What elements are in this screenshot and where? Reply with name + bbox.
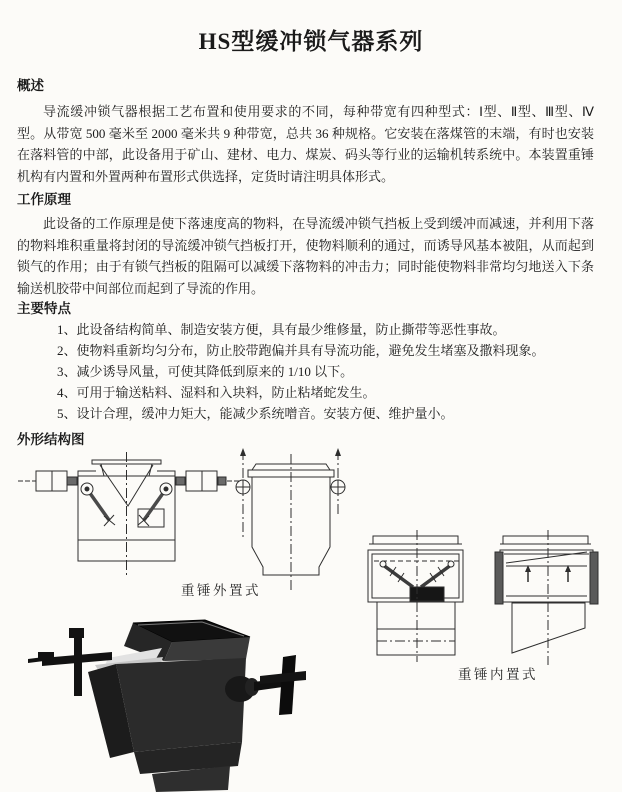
external-weight-side-view-drawing xyxy=(236,448,345,592)
device-photo xyxy=(28,620,306,792)
structure-drawings xyxy=(0,440,622,792)
internal-weight-side-view-drawing xyxy=(495,530,598,665)
principle-heading: 工作原理 xyxy=(17,192,71,207)
structure-heading: 外形结构图 xyxy=(17,432,85,447)
list-item: 5、设计合理，缓冲力矩大，能减少系统噌音。安装方便、维护量小。 xyxy=(57,406,454,421)
principle-paragraph: 此设备的工作原理是使下落速度高的物料，在导流缓冲锁气挡板上受到缓冲而减速，并利用下落的物料堆积重量将封闭的导流缓冲锁气挡板打开，使物料顺利的通过，而诱导风基本被阻，从而起到锁气的作用；由于有锁气挡板的阻隔可以减缓下落物料的冲击力；同时能使物料非常均匀地送入下条输送机胶带中间部位而起到了导流的作用。 xyxy=(17,216,594,296)
external-weight-label: 重锤外置式 xyxy=(181,583,261,598)
document-body xyxy=(0,78,622,448)
internal-weight-label: 重锤内置式 xyxy=(458,667,538,682)
internal-weight-front-view-drawing xyxy=(368,530,463,662)
structure-figure xyxy=(0,440,622,792)
external-weight-front-view-drawing xyxy=(18,452,240,577)
features-list xyxy=(17,319,594,424)
features-heading: 主要特点 xyxy=(17,301,71,316)
list-item: 1、此设备结构简单、制造安装方便，具有最少维修量，防止撕带等恶性事故。 xyxy=(57,322,506,337)
list-item: 4、可用于输送粘料、湿料和入块料，防止粘堵蛇发生。 xyxy=(57,385,376,400)
list-item: 3、减少诱导风量，可使其降低到原来的 1/10 以下。 xyxy=(57,364,354,379)
overview-paragraph: 导流缓冲锁气器根据工艺布置和使用要求的不同，每种带宽有四种型式：Ⅰ型、Ⅱ型、Ⅲ型、Ⅳ型。从带宽 500 毫米至 2000 毫米共 9 种带宽，总共 36 种规格。它安装在落煤管的末端，有时也安装在落料管的中部，此设备用于矿山、建材、电力、煤炭、码头等行业的运输机转系统中。本装置重锤机构有内置和外置两种布置形式供选择，定货时请注明具体形式。 xyxy=(17,104,594,184)
list-item: 2、使物料重新均匀分布，防止胶带跑偏并具有导流功能，避免发生堵塞及撒料现象。 xyxy=(57,343,545,358)
page-title: HS型缓冲锁气器系列 xyxy=(198,29,424,54)
overview-heading: 概述 xyxy=(17,78,44,93)
